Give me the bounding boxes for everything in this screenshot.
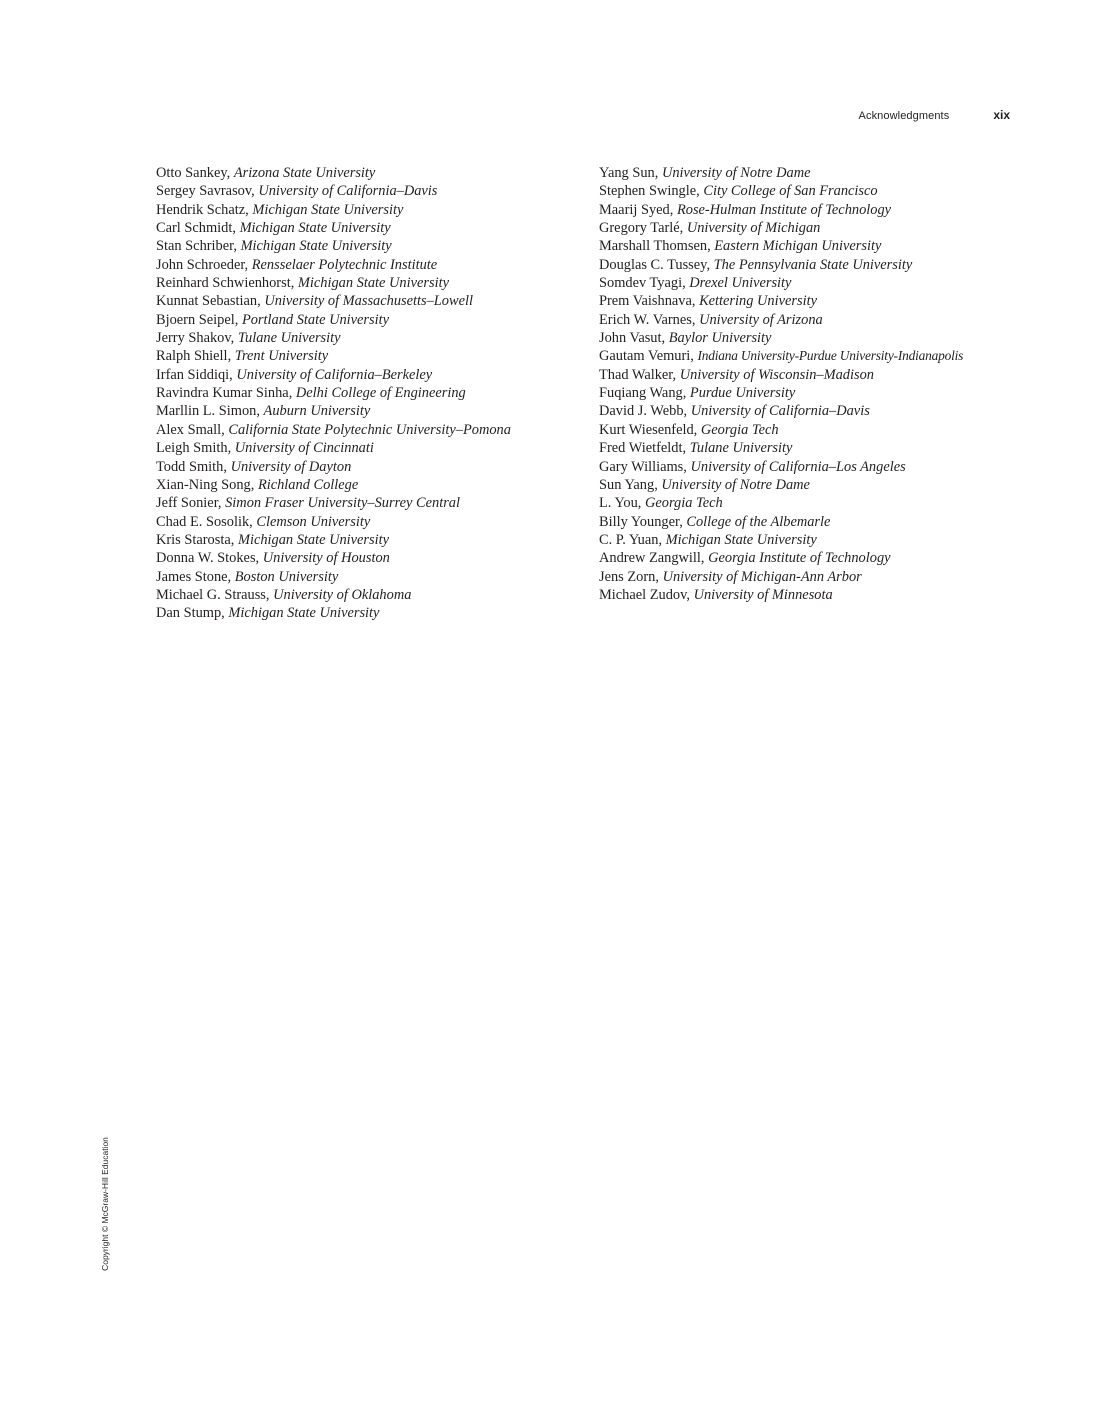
- reviewer-name: L. You: [599, 495, 638, 512]
- reviewer-affiliation: University of Michigan: [686, 220, 821, 237]
- reviewer-list-left: [156, 164, 511, 623]
- reviewer-name: C. P. Yuan: [599, 531, 659, 548]
- reviewer-affiliation: College of the Albemarle: [686, 513, 831, 530]
- reviewer-entry: Jens Zorn, University of Michigan-Ann Arbor: [599, 568, 862, 585]
- reviewer-affiliation: Portland State University: [241, 311, 390, 328]
- reviewer-affiliation: Simon Fraser University–Surrey Central: [225, 495, 460, 512]
- reviewer-affiliation: Georgia Tech: [645, 495, 723, 512]
- reviewer-entry: Gautam Vemuri, Indiana University-Purdue University-Indianapolis: [599, 348, 964, 365]
- reviewer-entry: Kunnat Sebastian, University of Massachusetts–Lowell: [156, 293, 473, 310]
- reviewer-entry: Alex Small, California State Polytechnic University–Pomona: [156, 421, 511, 438]
- reviewer-name: Fred Wietfeldt: [599, 440, 683, 457]
- reviewer-affiliation: Michigan State University: [665, 531, 817, 548]
- reviewer-entry: Donna W. Stokes, University of Houston: [156, 550, 390, 567]
- reviewer-affiliation: Drexel University: [689, 275, 792, 292]
- reviewer-entry: Gary Williams, University of California–Los Angeles: [599, 458, 906, 475]
- reviewer-name: Prem Vaishnava: [599, 293, 692, 310]
- reviewer-affiliation: Clemson University: [256, 513, 371, 530]
- reviewer-entry: Kurt Wiesenfeld, Georgia Tech: [599, 421, 779, 438]
- reviewer-name: Ralph Shiell: [156, 348, 228, 365]
- reviewer-name: Otto Sankey: [156, 165, 227, 181]
- reviewer-entry: Ravindra Kumar Sinha, Delhi College of Engineering: [156, 385, 466, 402]
- reviewer-entry: Irfan Siddiqi, University of California–Berkeley: [156, 366, 433, 383]
- reviewer-affiliation: Auburn University: [263, 403, 371, 420]
- reviewer-name: Jens Zorn: [599, 568, 656, 585]
- reviewer-name: Dan Stump: [156, 605, 222, 622]
- reviewer-entry: Stephen Swingle, City College of San Francisco: [599, 183, 878, 200]
- reviewer-name: Michael G. Strauss: [156, 586, 266, 603]
- reviewer-affiliation: University of Cincinnati: [234, 440, 374, 457]
- reviewer-name: Gautam Vemuri: [599, 348, 691, 365]
- reviewer-entry: Sun Yang, University of Notre Dame: [599, 476, 810, 493]
- reviewer-affiliation: California State Polytechnic University–Pomona: [228, 421, 511, 438]
- reviewer-affiliation: University of Minnesota: [693, 586, 833, 603]
- reviewer-affiliation: University of California–Berkeley: [236, 366, 433, 383]
- page-number: xix: [993, 108, 1010, 122]
- reviewer-name: Sergey Savrasov: [156, 183, 252, 200]
- reviewer-affiliation: University of Houston: [262, 550, 390, 567]
- reviewer-name: Somdev Tyagi: [599, 275, 683, 292]
- reviewer-entry: Gregory Tarlé, University of Michigan: [599, 220, 821, 237]
- reviewer-entry: Leigh Smith, University of Cincinnati: [156, 440, 374, 457]
- section-title: Acknowledgments: [858, 110, 950, 122]
- reviewer-affiliation: University of California–Davis: [258, 183, 438, 200]
- reviewer-name: Stan Schriber: [156, 238, 234, 255]
- reviewer-name: Jerry Shakov: [156, 330, 231, 347]
- reviewer-affiliation: University of Wisconsin–Madison: [679, 366, 874, 383]
- reviewer-list-right: [599, 164, 963, 604]
- reviewer-entry: Fuqiang Wang, Purdue University: [599, 385, 796, 402]
- reviewer-entry: Ralph Shiell, Trent University: [156, 348, 329, 365]
- reviewer-entry: Marshall Thomsen, Eastern Michigan University: [599, 238, 882, 255]
- reviewer-affiliation: Tulane University: [689, 440, 793, 457]
- reviewer-entry: Jerry Shakov, Tulane University: [156, 330, 341, 347]
- reviewer-affiliation: University of Massachusetts–Lowell: [264, 293, 473, 310]
- reviewer-name: Douglas C. Tussey: [599, 256, 707, 273]
- reviewer-entry: John Vasut, Baylor University: [599, 330, 772, 347]
- reviewer-affiliation: Georgia Tech: [700, 421, 779, 438]
- reviewer-affiliation: University of Dayton: [230, 458, 352, 475]
- reviewer-entry: Hendrik Schatz, Michigan State University: [156, 201, 404, 218]
- reviewer-name: Leigh Smith: [156, 440, 228, 457]
- reviewer-name: Michael Zudov: [599, 586, 687, 603]
- reviewer-affiliation: Eastern Michigan University: [714, 238, 882, 255]
- reviewer-affiliation: Purdue University: [689, 385, 796, 402]
- reviewer-affiliation: Michigan State University: [228, 605, 380, 622]
- reviewer-name: Sun Yang: [599, 476, 655, 493]
- reviewer-name: Todd Smith: [156, 458, 224, 475]
- reviewer-entry: Stan Schriber, Michigan State University: [156, 238, 392, 255]
- reviewer-entry: John Schroeder, Rensselaer Polytechnic Institute: [156, 256, 438, 273]
- reviewer-name: John Vasut: [599, 330, 662, 347]
- reviewer-name: Xian-Ning Song: [156, 476, 251, 493]
- reviewer-name: Billy Younger: [599, 513, 680, 530]
- reviewer-name: Kurt Wiesenfeld: [599, 421, 694, 438]
- reviewer-affiliation: Delhi College of Engineering: [295, 385, 466, 402]
- reviewer-affiliation: University of Notre Dame: [661, 476, 810, 493]
- reviewer-name: David J. Webb: [599, 403, 684, 420]
- reviewer-entry: Thad Walker, University of Wisconsin–Madison: [599, 366, 874, 383]
- reviewer-name: Marshall Thomsen: [599, 238, 708, 255]
- reviewer-affiliation: Richland College: [257, 476, 359, 493]
- copyright-notice: Copyright © McGraw-Hill Education: [100, 1137, 110, 1271]
- reviewer-entry: Kris Starosta, Michigan State University: [156, 531, 390, 548]
- reviewer-affiliation: Michigan State University: [239, 220, 391, 237]
- reviewer-affiliation: Georgia Institute of Technology: [708, 550, 891, 567]
- reviewer-affiliation: Boston University: [234, 568, 339, 585]
- reviewer-entry: Reinhard Schwienhorst, Michigan State University: [156, 275, 449, 292]
- reviewer-name: John Schroeder: [156, 256, 245, 273]
- reviewer-entry: Dan Stump, Michigan State University: [156, 605, 380, 622]
- reviewer-name: Kris Starosta: [156, 531, 231, 548]
- reviewer-name: Carl Schmidt: [156, 220, 233, 237]
- reviewer-entry: Somdev Tyagi, Drexel University: [599, 275, 792, 292]
- reviewer-name: Chad E. Sosolik: [156, 513, 250, 530]
- reviewer-entry: Todd Smith, University of Dayton: [156, 458, 352, 475]
- reviewer-affiliation: Rose-Hulman Institute of Technology: [676, 201, 892, 218]
- reviewer-name: Hendrik Schatz: [156, 201, 246, 218]
- reviewer-name: Jeff Sonier: [156, 495, 218, 512]
- reviewer-entry: Michael G. Strauss, University of Oklahoma: [156, 586, 412, 603]
- reviewer-affiliation: Arizona State University: [233, 165, 376, 181]
- reviewer-name: Reinhard Schwienhorst: [156, 275, 291, 292]
- reviewer-affiliation: The Pennsylvania State University: [713, 256, 913, 273]
- reviewer-name: Yang Sun: [599, 165, 655, 181]
- reviewer-entry: Yang Sun, University of Notre Dame: [599, 165, 811, 181]
- reviewer-entry: Fred Wietfeldt, Tulane University: [599, 440, 793, 457]
- reviewer-affiliation: Indiana University-Purdue University-Indianapolis: [697, 348, 964, 364]
- reviewer-name: Maarij Syed: [599, 201, 670, 218]
- reviewer-affiliation: University of Oklahoma: [273, 586, 412, 603]
- reviewer-name: Thad Walker: [599, 366, 673, 383]
- reviewer-entry: James Stone, Boston University: [156, 568, 339, 585]
- reviewer-entry: Otto Sankey, Arizona State University: [156, 165, 376, 181]
- reviewer-entry: Michael Zudov, University of Minnesota: [599, 586, 833, 603]
- reviewer-entry: Xian-Ning Song, Richland College: [156, 476, 359, 493]
- reviewer-entry: David J. Webb, University of California–Davis: [599, 403, 870, 420]
- reviewer-entry: Carl Schmidt, Michigan State University: [156, 220, 391, 237]
- reviewer-entry: C. P. Yuan, Michigan State University: [599, 531, 817, 548]
- reviewer-entry: Sergey Savrasov, University of California–Davis: [156, 183, 438, 200]
- reviewer-affiliation: Trent University: [234, 348, 329, 365]
- reviewer-entry: Bjoern Seipel, Portland State University: [156, 311, 390, 328]
- reviewer-name: Donna W. Stokes: [156, 550, 256, 567]
- reviewer-affiliation: University of Michigan-Ann Arbor: [662, 568, 862, 585]
- reviewer-name: Irfan Siddiqi: [156, 366, 230, 383]
- reviewer-entry: Jeff Sonier, Simon Fraser University–Surrey Central: [156, 495, 460, 512]
- reviewer-entry: L. You, Georgia Tech: [599, 495, 723, 512]
- reviewer-affiliation: Michigan State University: [240, 238, 392, 255]
- reviewer-affiliation: Tulane University: [237, 330, 341, 347]
- reviewer-affiliation: University of California–Los Angeles: [690, 458, 906, 475]
- reviewer-name: Kunnat Sebastian: [156, 293, 258, 310]
- reviewer-affiliation: Kettering University: [699, 293, 817, 310]
- reviewer-entry: Marllin L. Simon, Auburn University: [156, 403, 371, 420]
- reviewer-affiliation: Rensselaer Polytechnic Institute: [251, 256, 438, 273]
- reviewer-name: Stephen Swingle: [599, 183, 697, 200]
- reviewer-entry: Erich W. Varnes, University of Arizona: [599, 311, 823, 328]
- reviewer-affiliation: University of California–Davis: [690, 403, 870, 420]
- reviewer-name: James Stone: [156, 568, 228, 585]
- reviewer-affiliation: City College of San Francisco: [703, 183, 878, 200]
- reviewer-affiliation: Michigan State University: [297, 275, 449, 292]
- reviewer-name: Bjoern Seipel: [156, 311, 235, 328]
- reviewer-affiliation: Michigan State University: [237, 531, 390, 548]
- reviewer-affiliation: Michigan State University: [252, 201, 404, 218]
- reviewer-affiliation: University of Notre Dame: [661, 165, 811, 181]
- reviewer-name: Gregory Tarlé: [599, 220, 680, 237]
- reviewer-entry: Maarij Syed, Rose-Hulman Institute of Technology: [599, 201, 892, 218]
- reviewer-name: Alex Small: [156, 421, 222, 438]
- reviewer-entry: Douglas C. Tussey, The Pennsylvania State University: [599, 256, 913, 273]
- reviewer-entry: Chad E. Sosolik, Clemson University: [156, 513, 371, 530]
- reviewer-name: Fuqiang Wang: [599, 385, 683, 402]
- reviewer-entry: Prem Vaishnava, Kettering University: [599, 293, 817, 310]
- reviewer-name: Andrew Zangwill: [599, 550, 701, 567]
- reviewer-affiliation: University of Arizona: [699, 311, 823, 328]
- running-head: [859, 108, 1010, 122]
- reviewer-entry: Billy Younger, College of the Albemarle: [599, 513, 831, 530]
- reviewer-name: Marllin L. Simon: [156, 403, 257, 420]
- reviewer-name: Erich W. Varnes: [599, 311, 692, 328]
- reviewer-affiliation: Baylor University: [668, 330, 772, 347]
- reviewer-entry: Andrew Zangwill, Georgia Institute of Technology: [599, 550, 891, 567]
- reviewer-name: Ravindra Kumar Sinha: [156, 385, 289, 402]
- reviewer-name: Gary Williams: [599, 458, 684, 475]
